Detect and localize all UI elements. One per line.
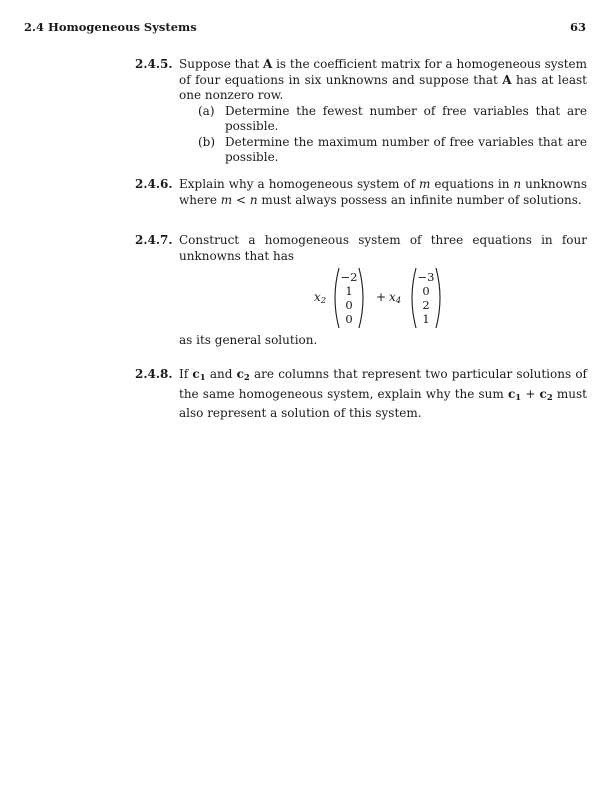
vector-c1: $c_1$ <box>192 367 206 383</box>
part-b-label: (b) <box>198 134 216 149</box>
variable-x2: $x_2$ <box>314 290 327 306</box>
vector-c2: $c_2$ <box>236 367 250 383</box>
exercise-2-4-7 <box>135 233 587 349</box>
page-number: 63 <box>569 20 586 34</box>
exercise-outro: as its general solution. <box>179 333 318 347</box>
exercise-body <box>179 233 587 349</box>
part-a <box>179 104 587 135</box>
exercise-body <box>179 177 587 208</box>
exercise-2-4-8 <box>135 367 587 422</box>
vector-entry: −3 <box>417 270 435 284</box>
exercise-number: 2.4.7. <box>135 233 173 247</box>
general-solution-display <box>179 267 587 329</box>
exercise-text: Explain why a homogeneous system of m equations in n unknowns where m < n must always possess an infinite number of solutions. <box>179 177 587 207</box>
vector-entry: 0 <box>345 312 353 326</box>
part-a-label: (a) <box>198 103 215 118</box>
vector-entry: 1 <box>422 312 430 326</box>
math-inequality: m < n <box>220 192 258 207</box>
plus-sign: + <box>521 386 540 401</box>
exercise-2-4-5 <box>135 57 587 166</box>
column-vector-2 <box>409 267 443 329</box>
math-m: m <box>419 177 431 191</box>
vector-entry: 0 <box>422 284 430 298</box>
vector-c2: $c_2$ <box>539 386 553 403</box>
vector-c1: $c_1$ <box>507 386 522 403</box>
math-n: n <box>513 177 522 191</box>
exercise-body <box>179 57 587 166</box>
exercise-number: 2.4.6. <box>135 177 173 191</box>
part-b-text: Determine the maximum number of free variables that are possible. <box>225 134 587 164</box>
page-header <box>24 20 586 40</box>
part-b <box>179 135 587 166</box>
vector-entry: −2 <box>340 270 358 284</box>
section-title: 2.4 Homogeneous Systems <box>24 20 197 34</box>
exercise-text: If $c_1$ and $c_2$ are columns that represent two particular solutions of the same homogeneous system, explain why the sum $c_1 + c_2$ must also represent a solution of this system. <box>179 367 588 420</box>
matrix-symbol: A <box>262 57 273 71</box>
exercise-body <box>179 367 587 422</box>
plus-sign: + <box>376 290 387 304</box>
vector-entry: 1 <box>345 284 353 298</box>
exercise-intro: Construct a homogeneous system of three equations in four unknowns that has <box>179 233 587 263</box>
column-vector-1 <box>332 267 366 329</box>
exercise-2-4-6 <box>135 177 587 208</box>
variable-x4: $x_4$ <box>389 290 402 306</box>
vector-entry: 0 <box>345 298 353 312</box>
exercise-text: Suppose that A is the coefficient matrix for a homogeneous system of four equations in six unknowns and suppose that A has at least one nonzero row. <box>179 57 588 102</box>
vector-entry: 2 <box>422 298 430 312</box>
matrix-symbol: A <box>502 72 512 87</box>
exercise-number: 2.4.5. <box>135 57 173 71</box>
exercise-number: 2.4.8. <box>135 367 173 381</box>
part-a-text: Determine the fewest number of free variables that are possible. <box>225 103 587 133</box>
